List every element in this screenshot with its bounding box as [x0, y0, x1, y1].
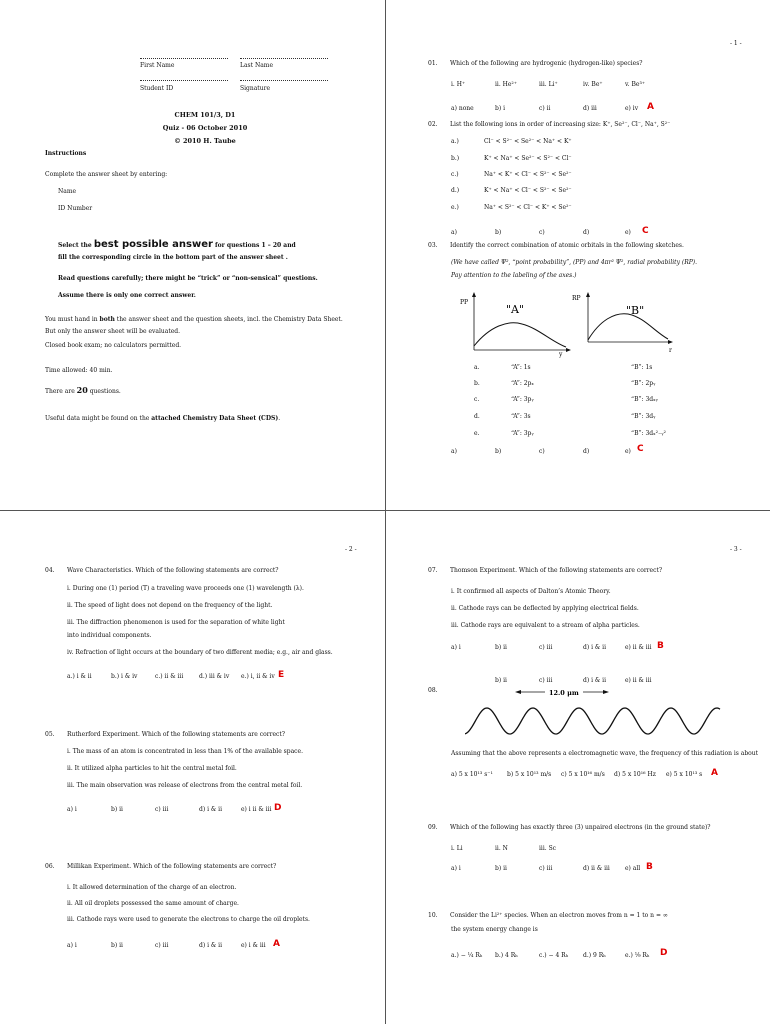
name-item: Name	[58, 188, 77, 195]
q01-item: iv. Be⁺	[583, 81, 603, 88]
q04-text: Wave Characteristics. Which of the following statements are correct?	[67, 567, 279, 574]
hand-in-line	[45, 316, 343, 323]
quiz-date: Quiz - 06 October 2010	[162, 124, 248, 132]
q09-text: Which of the following has exactly three (3) unpaired electrons (in the ground state)?	[450, 824, 711, 831]
q01-option: b) i	[495, 105, 506, 112]
q04-answer: E	[278, 670, 285, 680]
q03-number: 03.	[428, 242, 438, 249]
q02-label: e.)	[451, 204, 459, 211]
q04-item: iv. Refraction of light occurs at the boundary of two different media; e.g., air and glass.	[67, 649, 333, 656]
q05-item: iii. The main observation was release of electrons from the central metal foil.	[67, 782, 303, 789]
q02-answer: C	[642, 226, 649, 236]
q03-a-choice: “A”: 3pᵧ	[511, 396, 534, 403]
q03-answer: C	[637, 444, 644, 454]
q03-b-choice: “B”: 3dᵧ	[631, 413, 656, 420]
signature-line	[240, 80, 328, 81]
q03-a-choice: “A”: 3s	[511, 413, 531, 420]
orbital-graphs	[450, 290, 690, 360]
q03-letter: e.	[474, 430, 480, 437]
first-name-label: First Name	[140, 62, 175, 69]
q08-option: a) 5 x 10¹³ s⁻¹	[451, 771, 493, 778]
q05-option: a) i	[67, 806, 77, 813]
q02-label: c.)	[451, 171, 459, 178]
graph-b-label: "B"	[626, 304, 645, 317]
copyright: © 2010 H. Taube	[174, 137, 236, 145]
wave-diagram	[465, 685, 725, 747]
time-line: Time allowed: 40 min.	[45, 367, 113, 374]
q02-row: Cl⁻ < S²⁻ < Se²⁻ < Na⁺ < K⁺	[484, 138, 572, 145]
instructions-heading: Instructions	[45, 150, 87, 157]
hand-bold: both	[99, 316, 115, 323]
q03-note: (We have called Ψ², “point probability”, (PP) and 4πr² Ψ², radial probability (RP).	[451, 259, 698, 266]
q05-option: c) iii	[155, 806, 169, 813]
q06-option: d) i & ii	[199, 942, 223, 949]
q08-number: 08.	[428, 687, 438, 694]
q02-option: e)	[625, 229, 631, 236]
q09-number: 09.	[428, 824, 438, 831]
q04-item: i. During one (1) period (T) a traveling wave proceeds one (1) wavelength (λ).	[67, 585, 304, 592]
select-post: for questions 1 – 20 and	[212, 242, 296, 249]
q04-number: 04.	[45, 567, 55, 574]
q03-option: a)	[451, 448, 457, 455]
q04-option: d.) iii & iv	[199, 673, 230, 680]
read-line: Read questions carefully; there might be “trick” or “non-sensical” questions.	[58, 275, 318, 282]
q03-letter: c.	[474, 396, 480, 403]
q06-item: iii. Cathode rays were used to generate the electrons to charge the oil droplets.	[67, 916, 310, 923]
q07-item: ii. Cathode rays can be deflected by applying electrical fields.	[451, 605, 639, 612]
q02-label: d.)	[451, 187, 460, 194]
q06-option: a) i	[67, 942, 77, 949]
hand-post: the answer sheet and the question sheets, incl. the Chemistry Data Sheet.	[114, 316, 343, 323]
first-name-line	[140, 58, 228, 59]
page-number: - 1 -	[730, 40, 742, 47]
q02-option: a)	[451, 229, 457, 236]
q03-b-choice: “B”: 3dₓ²₋ᵧ²	[631, 430, 666, 437]
q07-text: Thomson Experiment. Which of the following statements are correct?	[450, 567, 663, 574]
q07-item: iii. Cathode rays are equivalent to a stream of alpha particles.	[451, 622, 640, 629]
q09-item: iii. Sc	[539, 845, 557, 852]
q02-option: d)	[583, 229, 590, 236]
q04-option: c.) ii & iii	[155, 673, 184, 680]
q05-option: d) i & ii	[199, 806, 223, 813]
q04-item: ii. The speed of light does not depend on the frequency of the light.	[67, 602, 273, 609]
student-id-label: Student ID	[140, 85, 174, 92]
useful-bold: attached Chemistry Data Sheet (CDS)	[151, 415, 279, 422]
q07-option: d) i & ii	[583, 644, 607, 651]
q04-option: a.) i & ii	[67, 673, 92, 680]
q03-option: d)	[583, 448, 590, 455]
q09-option: e) all	[625, 865, 641, 872]
useful-line	[45, 415, 280, 422]
q09-item: i. Li	[451, 845, 463, 852]
q01-item: v. Be³⁺	[625, 81, 646, 88]
q06-option: c) iii	[155, 942, 169, 949]
q09-option: b) ii	[495, 865, 507, 872]
q02-row: K⁺ < Na⁺ < Se²⁻ < S²⁻ < Cl⁻	[484, 155, 572, 162]
student-id-line	[140, 80, 228, 81]
q09-option: c) iii	[539, 865, 553, 872]
q05-text: Rutherford Experiment. Which of the following statements are correct?	[67, 731, 285, 738]
q03-option: c)	[539, 448, 545, 455]
q02-option: b)	[495, 229, 502, 236]
q01-item: iii. Li⁺	[539, 81, 558, 88]
q06-item: ii. All oil droplets possessed the same amount of charge.	[67, 900, 239, 907]
hand-pre: You must hand in	[45, 316, 100, 323]
q03-a-choice: “A”: 3pᵧ	[511, 430, 534, 437]
q01-item: i. H⁺	[451, 81, 466, 88]
fill-line: fill the corresponding circle in the bottom part of the answer sheet .	[58, 254, 288, 261]
q07-option: e) ii & iii	[625, 644, 652, 651]
q01-option: d) iii	[583, 105, 597, 112]
q07-number: 07.	[428, 567, 438, 574]
q10-number: 10.	[428, 912, 438, 919]
there-line	[45, 385, 121, 395]
evaluated-line: But only the answer sheet will be evaluated.	[45, 328, 181, 335]
q05-number: 05.	[45, 731, 55, 738]
q07-option: c) iii	[539, 644, 553, 651]
q10-answer: D	[660, 948, 668, 958]
q03-letter: a.	[474, 364, 480, 371]
course-title: CHEM 101/3, D1	[174, 111, 236, 119]
q02-label: b.)	[451, 155, 460, 162]
page-divider-vertical	[385, 0, 386, 1024]
q05-option: e) i ii & iii	[241, 806, 272, 813]
q06-option: b) ii	[111, 942, 123, 949]
q10-text: Consider the Li²⁺ species. When an electron moves from n = 1 to n = ∞	[450, 912, 668, 919]
q08-answer: A	[711, 768, 718, 778]
q10-option: b.) 4 Rₕ	[495, 952, 518, 959]
q08-option: b) 5 x 10¹³ m/s	[507, 771, 552, 778]
q01-number: 01.	[428, 60, 438, 67]
q10-option: c.) − 4 Rₕ	[539, 952, 569, 959]
q01-text: Which of the following are hydrogenic (hydrogen-like) species?	[450, 60, 643, 67]
q07-item: i. It confirmed all aspects of Dalton’s Atomic Theory.	[451, 588, 611, 595]
q09-option: a) i	[451, 865, 461, 872]
q03-text: Identify the correct combination of atomic orbitals in the following sketches.	[450, 242, 684, 249]
q05-item: ii. It utilized alpha particles to hit the central metal foil.	[67, 765, 237, 772]
q02-label: a.)	[451, 138, 459, 145]
q08-text: Assuming that the above represents a electromagnetic wave, the frequency of this radiation is about	[451, 750, 759, 757]
q07-answer: B	[657, 641, 664, 651]
q10-option: d.) 9 Rₕ	[583, 952, 606, 959]
q04-option: b.) i & iv	[111, 673, 138, 680]
q07-option-repeat: c) iii	[539, 677, 553, 684]
q07-option: a) i	[451, 644, 461, 651]
q09-option: d) ii & iii	[583, 865, 610, 872]
there-num: 20	[76, 385, 88, 395]
q03-letter: b.	[474, 380, 480, 387]
q06-answer: A	[273, 939, 280, 949]
q08-option: e) 5 x 10¹³ s	[666, 771, 703, 778]
graph-a-xlabel: y	[559, 351, 563, 358]
last-name-line	[240, 58, 328, 59]
q07-option-repeat: d) i & ii	[583, 677, 607, 684]
q02-number: 02.	[428, 121, 438, 128]
q01-option: c) ii	[539, 105, 551, 112]
page-number: - 3 -	[730, 546, 742, 553]
graph-b-ylabel: RP	[572, 295, 581, 302]
wavelength-label: 12.0 μm	[549, 689, 579, 697]
q02-row: Na⁺ < K⁺ < Cl⁻ < S²⁻ < Se²⁻	[484, 171, 572, 178]
select-pre: Select the	[58, 242, 94, 249]
id-item: ID Number	[58, 205, 93, 212]
there-post: questions.	[87, 388, 121, 395]
q08-option: c) 5 x 10¹⁶ m/s	[561, 771, 605, 778]
q09-item: ii. N	[495, 845, 508, 852]
q10-option: e.) ⅑ Rₕ	[625, 952, 650, 959]
useful-pre: Useful data might be found on the	[45, 415, 152, 422]
em-wave	[465, 708, 720, 734]
signature-label: Signature	[240, 85, 271, 92]
q03-option: b)	[495, 448, 502, 455]
page-number: - 2 -	[345, 546, 357, 553]
graph-a	[460, 292, 571, 358]
useful-post: .	[278, 415, 281, 422]
graph-b-xlabel: r	[669, 347, 672, 354]
q07-option-repeat: e) ii & iii	[625, 677, 652, 684]
q03-a-choice: “A”: 2pₓ	[511, 380, 534, 387]
assume-line: Assume there is only one correct answer.	[58, 292, 196, 299]
q05-answer: D	[274, 803, 282, 813]
select-big: best possible answer	[93, 239, 213, 250]
q02-row: K⁺ < Na⁺ < Cl⁻ < S²⁻ < Se²⁻	[484, 187, 572, 194]
q03-b-choice: “B”: 2pᵧ	[631, 380, 656, 387]
q01-answer: A	[647, 102, 654, 112]
q04-item: into individual components.	[67, 632, 152, 639]
q03-b-choice: “B”: 1s	[631, 364, 653, 371]
q10-text-2: the system energy change is	[451, 926, 538, 933]
q09-answer: B	[646, 862, 653, 872]
graph-a-ylabel: PP	[460, 299, 469, 306]
q06-item: i. It allowed determination of the charge of an electron.	[67, 884, 237, 891]
graph-a-label: "A"	[506, 303, 525, 316]
q02-row: Na⁺ < S²⁻ < Cl⁻ < K⁺ < Se²⁻	[484, 204, 572, 211]
q03-option: e)	[625, 448, 631, 455]
q07-option: b) ii	[495, 644, 507, 651]
there-pre: There are	[45, 388, 77, 395]
q08-option: d) 5 x 10¹⁶ Hz	[614, 771, 656, 778]
closed-line: Closed book exam; no calculators permitted.	[45, 342, 182, 349]
q04-item: iii. The diffraction phenomenon is used for the separation of white light	[67, 619, 285, 626]
complete-line: Complete the answer sheet by entering:	[45, 171, 168, 178]
q01-item: ii. He²⁺	[495, 81, 518, 88]
q03-note: Pay attention to the labeling of the axes.)	[451, 272, 577, 279]
q05-option: b) ii	[111, 806, 123, 813]
q02-option: c)	[539, 229, 545, 236]
q02-text: List the following ions in order of increasing size: K⁺, Se²⁻, Cl⁻, Na⁺, S²⁻	[450, 121, 671, 128]
q01-option: a) none	[451, 105, 474, 112]
q03-a-choice: “A”: 1s	[511, 364, 531, 371]
select-line	[58, 239, 296, 250]
last-name-label: Last Name	[240, 62, 274, 69]
q03-b-choice: “B”: 3dₓᵧ	[631, 396, 658, 403]
q06-number: 06.	[45, 863, 55, 870]
q07-option-repeat: b) ii	[495, 677, 507, 684]
q10-option: a.) − ¼ Rₕ	[451, 952, 483, 959]
graph-b	[572, 292, 673, 354]
q06-option: e) i & iii	[241, 942, 266, 949]
page-divider-horizontal	[0, 510, 770, 511]
q06-text: Millikan Experiment. Which of the following statements are correct?	[67, 863, 277, 870]
q01-option: e) iv	[625, 105, 639, 112]
q03-letter: d.	[474, 413, 480, 420]
q05-item: i. The mass of an atom is concentrated in less than 1% of the available space.	[67, 748, 304, 755]
q04-option: e.) i, ii & iv	[241, 673, 275, 680]
